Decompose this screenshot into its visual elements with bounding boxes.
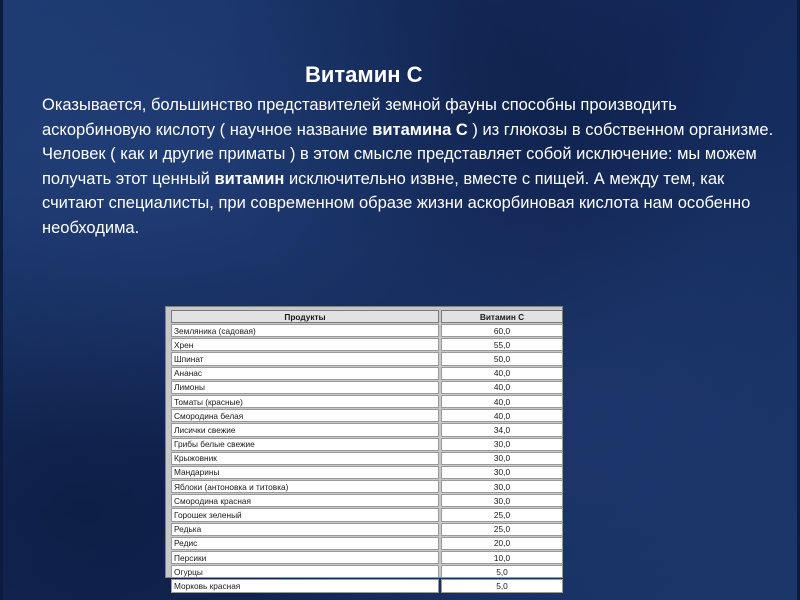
table-row	[171, 395, 563, 408]
paragraph-2-bold: витамин	[214, 169, 285, 188]
product-cell: Ананас	[171, 367, 439, 380]
vitamin-c-value-cell: 30,0	[441, 452, 563, 465]
vitamin-c-value-cell: 40,0	[441, 381, 563, 394]
column-header-vitamin-c: Витамин С	[441, 310, 563, 323]
paragraph-1-text-b: ) из глюкозы в собственном организме.	[467, 120, 774, 139]
table-body	[171, 324, 563, 593]
vitamin-table-container	[165, 306, 563, 591]
product-cell: Огурцы	[171, 565, 439, 578]
table-row	[171, 494, 563, 507]
table-row	[171, 508, 563, 521]
table-row	[171, 423, 563, 436]
vitamin-c-value-cell: 5,0	[441, 565, 563, 578]
product-cell: Морковь красная	[171, 579, 439, 592]
product-cell: Горошек зеленый	[171, 508, 439, 521]
slide-body	[42, 93, 777, 240]
product-cell: Смородина белая	[171, 409, 439, 422]
product-cell: Редька	[171, 523, 439, 536]
table-header-row	[171, 310, 563, 323]
vitamin-c-value-cell: 34,0	[441, 423, 563, 436]
vitamin-c-value-cell: 55,0	[441, 338, 563, 351]
slide-title: Витамин С	[305, 62, 423, 87]
product-cell: Лисички свежие	[171, 423, 439, 436]
vitamin-c-value-cell: 20,0	[441, 537, 563, 550]
product-cell: Томаты (красные)	[171, 395, 439, 408]
vitamin-c-value-cell: 30,0	[441, 494, 563, 507]
paragraph-2-text-b: исключительно извне, вместе с пищей. А между тем, как считают специалисты, при современном образе жизни аскорбиновая кислота нам особенно необходима.	[42, 169, 751, 237]
product-cell: Мандарины	[171, 466, 439, 479]
vitamin-c-value-cell: 25,0	[441, 523, 563, 536]
paragraph-1	[42, 93, 777, 142]
table-row	[171, 579, 563, 592]
table-row	[171, 523, 563, 536]
vitamin-c-value-cell: 10,0	[441, 551, 563, 564]
vitamin-c-value-cell: 30,0	[441, 438, 563, 451]
table-row	[171, 324, 563, 337]
vitamin-c-value-cell: 25,0	[441, 508, 563, 521]
paragraph-2	[42, 142, 777, 240]
product-cell: Хрен	[171, 338, 439, 351]
vitamin-c-value-cell: 40,0	[441, 409, 563, 422]
table-row	[171, 466, 563, 479]
vitamin-c-value-cell: 60,0	[441, 324, 563, 337]
table-row	[171, 381, 563, 394]
table-row	[171, 367, 563, 380]
vitamin-c-value-cell: 30,0	[441, 480, 563, 493]
vitamin-c-value-cell: 50,0	[441, 352, 563, 365]
vitamin-c-value-cell: 40,0	[441, 367, 563, 380]
product-cell: Лимоны	[171, 381, 439, 394]
product-cell: Яблоки (антоновка и титовка)	[171, 480, 439, 493]
paragraph-1-text-a: Оказывается, большинство представителей земной фауны способны производить аскорбиновую кислоту ( научное название	[42, 96, 677, 139]
table-row	[171, 438, 563, 451]
table-row	[171, 409, 563, 422]
product-cell: Крыжовник	[171, 452, 439, 465]
column-header-products: Продукты	[171, 310, 439, 323]
table-row	[171, 352, 563, 365]
vitamin-c-value-cell: 30,0	[441, 466, 563, 479]
paragraph-2-text-a: Человек ( как и другие приматы ) в этом смысле представляет собой исключение: мы можем получать этот ценный	[42, 145, 757, 188]
product-cell: Грибы белые свежие	[171, 438, 439, 451]
product-cell: Редис	[171, 537, 439, 550]
table-row	[171, 452, 563, 465]
vitamin-c-table	[169, 309, 565, 594]
product-cell: Земляника (садовая)	[171, 324, 439, 337]
table-row	[171, 565, 563, 578]
product-cell: Смородина красная	[171, 494, 439, 507]
table-row	[171, 338, 563, 351]
vitamin-c-value-cell: 40,0	[441, 395, 563, 408]
table-row	[171, 537, 563, 550]
paragraph-1-bold: витамина С	[372, 120, 468, 139]
table-row	[171, 480, 563, 493]
table-row	[171, 551, 563, 564]
product-cell: Персики	[171, 551, 439, 564]
vitamin-c-value-cell: 5,0	[441, 579, 563, 592]
product-cell: Шпинат	[171, 352, 439, 365]
